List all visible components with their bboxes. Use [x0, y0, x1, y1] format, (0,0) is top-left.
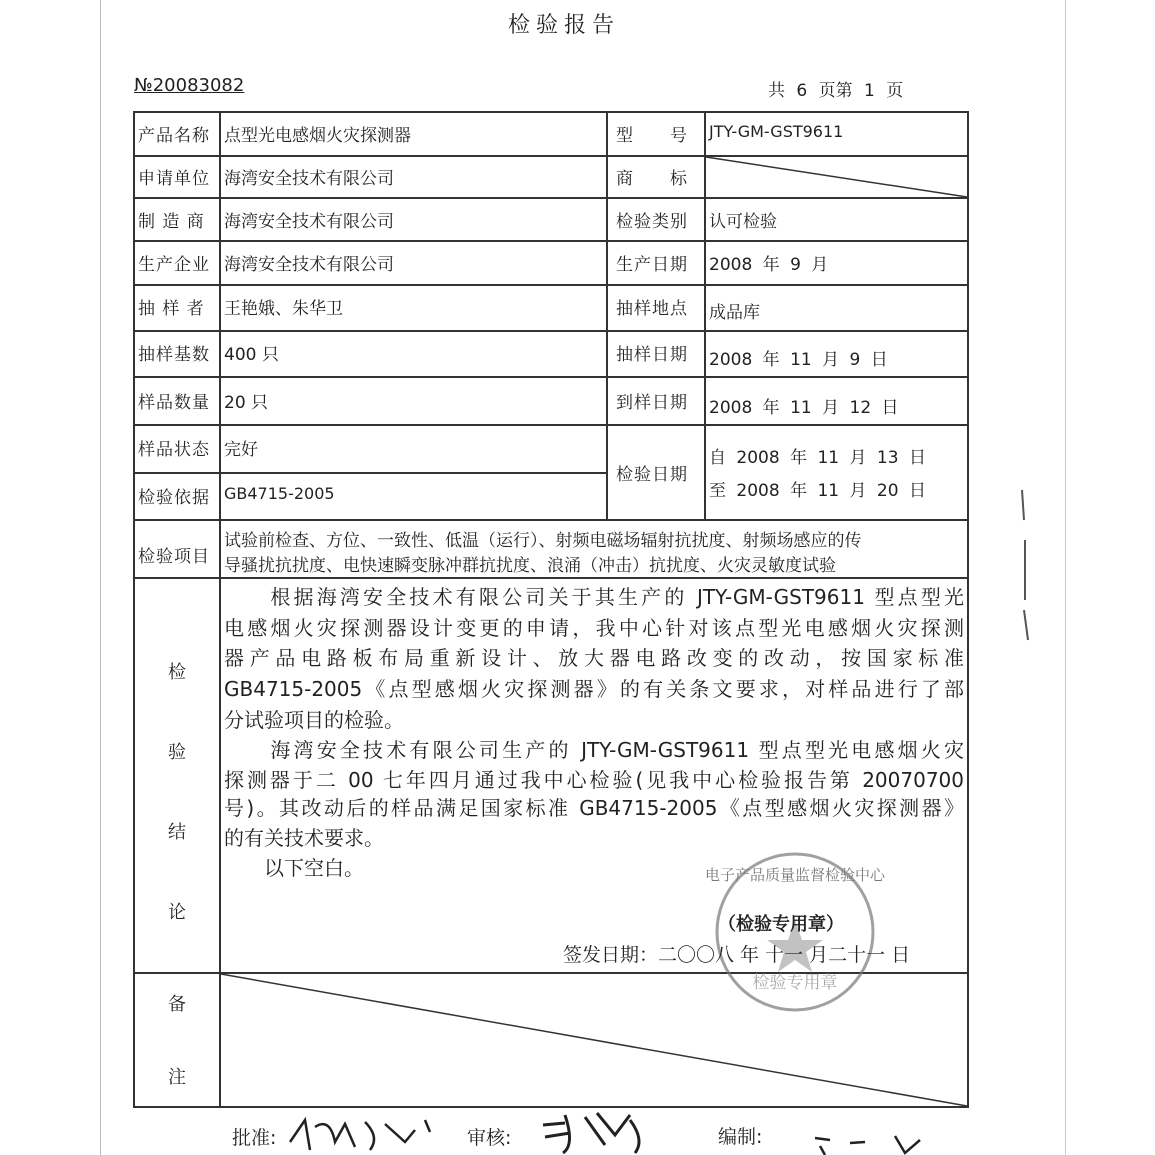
- remarks-label-char: 注: [168, 1067, 186, 1088]
- value-sampling-base: 400 只: [224, 345, 279, 365]
- conclusion-label-char: 论: [168, 902, 186, 923]
- remarks-label-char: 备: [168, 994, 186, 1015]
- conclusion-line: 的有关技术要求。: [224, 826, 384, 850]
- label-trademark: 商 标: [616, 169, 688, 189]
- label-producer: 生产企业: [138, 255, 210, 275]
- conclusion-line: 号)。其改动后的样品满足国家标准 GB4715-2005《点型感烟火灾探测器》: [224, 796, 964, 820]
- conclusion-label-char: 验: [168, 742, 186, 763]
- conclusion-line: 器产品电路板布局重新设计、放大器电路改变的改动，按国家标准: [224, 646, 964, 670]
- value-inspection-type: 认可检验: [709, 212, 777, 232]
- conclusion-line: 分试验项目的检验。: [224, 708, 404, 732]
- conclusion-line: 根据海湾安全技术有限公司关于其生产的 JTY-GM-GST9611 型点型光: [224, 585, 964, 609]
- conclusion-line: GB4715-2005《点型感烟火灾探测器》的有关条文要求，对样品进行了部: [224, 677, 964, 701]
- report-title: 检验报告: [508, 13, 621, 38]
- conclusion-line: 探测器于二 00 七年四月通过我中心检验(见我中心检验报告第 20070700: [224, 768, 964, 792]
- label-basis: 检验依据: [138, 488, 210, 508]
- label-sample-qty: 样品数量: [138, 393, 210, 413]
- label-sampling-base: 抽样基数: [138, 345, 210, 365]
- label-applicant: 申请单位: [138, 169, 210, 189]
- compile-label: 编制:: [718, 1126, 763, 1148]
- approve-label: 批准:: [232, 1127, 277, 1149]
- page-count: 共 6 页第 1 页: [768, 81, 904, 101]
- svg-text:检验专用章: 检验专用章: [752, 973, 838, 993]
- value-product-name: 点型光电感烟火灾探测器: [224, 126, 411, 146]
- value-sampling-place: 成品库: [709, 303, 760, 323]
- value-arrival-date: 2008 年 11 月 12 日: [709, 398, 899, 418]
- approver-signature: [285, 1112, 445, 1155]
- value-production-date: 2008 年 9 月: [709, 255, 829, 275]
- value-sampler: 王艳娥、朱华卫: [224, 299, 343, 319]
- label-model: 型 号: [616, 126, 688, 146]
- value-inspection-date-to: 至 2008 年 11 月 20 日: [709, 481, 926, 501]
- reviewer-signature: [535, 1105, 665, 1155]
- label-items: 检验项目: [138, 547, 210, 567]
- value-applicant: 海湾安全技术有限公司: [224, 169, 394, 189]
- label-sampling-date: 抽样日期: [616, 345, 688, 365]
- label-product-name: 产品名称: [138, 126, 210, 146]
- conclusion-line: 海湾安全技术有限公司生产的 JTY-GM-GST9611 型点型光电感烟火灾: [224, 738, 964, 762]
- label-sampler: 抽 样 者: [138, 299, 205, 319]
- label-inspection-type: 检验类别: [616, 212, 688, 232]
- issue-date: 签发日期：二〇〇八 年 十一 月二十一 日: [563, 944, 911, 966]
- conclusion-label-char: 检: [168, 662, 186, 683]
- value-sample-qty: 20 只: [224, 393, 269, 413]
- label-production-date: 生产日期: [616, 255, 688, 275]
- conclusion-line: 以下空白。: [224, 856, 364, 880]
- report-number: №20083082: [134, 75, 245, 96]
- margin-handwriting: [1010, 480, 1040, 650]
- value-basis: GB4715-2005: [224, 484, 335, 503]
- value-inspection-date-from: 自 2008 年 11 月 13 日: [709, 448, 926, 468]
- value-items-line-2: 导骚扰抗扰度、电快速瞬变脉冲群抗扰度、浪涌（冲击）抗扰度、火灾灵敏度试验: [224, 556, 836, 576]
- value-items-line-1: 试验前检查、方位、一致性、低温（运行）、射频电磁场辐射抗扰度、射频场感应的传: [224, 531, 862, 551]
- conclusion-line: 电感烟火灾探测器设计变更的申请，我中心针对该点型光电感烟火灾探测: [224, 616, 964, 640]
- conclusion-label-char: 结: [168, 822, 186, 843]
- stamp-label: （检验专用章）: [718, 914, 844, 935]
- label-arrival-date: 到样日期: [616, 393, 688, 413]
- label-sample-state: 样品状态: [138, 440, 210, 460]
- svg-text:电子产品质量监督检验中心: 电子产品质量监督检验中心: [705, 866, 885, 884]
- value-producer: 海湾安全技术有限公司: [224, 255, 394, 275]
- label-manufacturer: 制 造 商: [138, 212, 205, 232]
- compiler-signature: [805, 1128, 935, 1155]
- value-sampling-date: 2008 年 11 月 9 日: [709, 350, 888, 370]
- label-sampling-place: 抽样地点: [616, 299, 688, 319]
- review-label: 审核:: [467, 1127, 512, 1149]
- label-inspection-date: 检验日期: [616, 465, 688, 485]
- value-sample-state: 完好: [224, 440, 258, 460]
- value-model: JTY-GM-GST9611: [709, 122, 844, 141]
- value-manufacturer: 海湾安全技术有限公司: [224, 212, 394, 232]
